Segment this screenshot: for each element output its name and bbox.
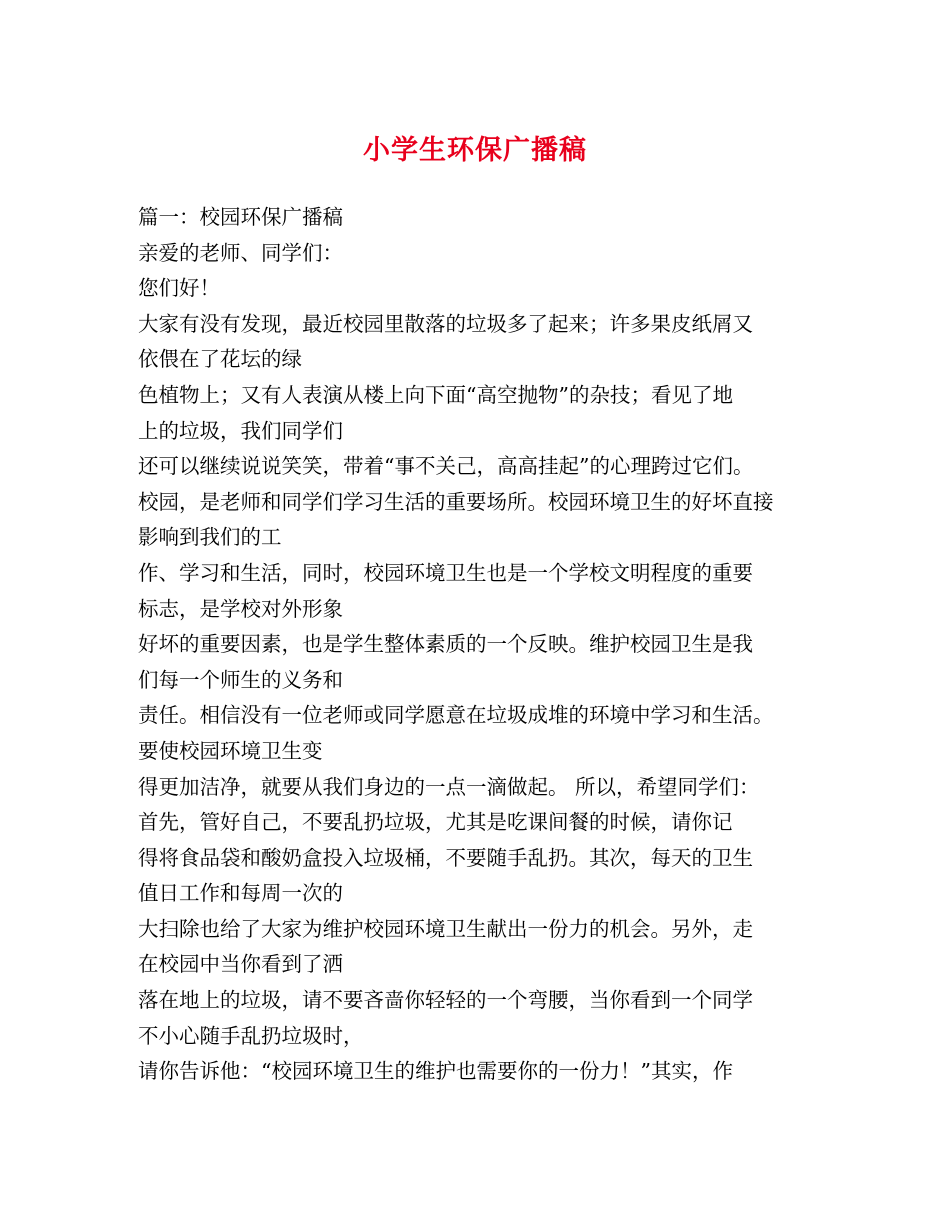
paragraph-line: 得更加洁净，就要从我们身边的一点一滴做起。 所以，希望同学们： — [138, 774, 760, 799]
paragraph-line: 作、学习和生活，同时，校园环境卫生也是一个学校文明程度的重要 — [138, 560, 753, 585]
paragraph-line: 值日工作和每周一次的 — [138, 881, 343, 906]
document-body — [138, 200, 828, 1090]
paragraph-line: 篇一：校园环保广播稿 — [138, 205, 343, 229]
paragraph-line: 得将食品袋和酸奶盒投入垃圾桶，不要随手乱扔。其次，每天的卫生 — [138, 845, 753, 870]
paragraph-line: 标志，是学校对外形象 — [138, 596, 343, 621]
paragraph-line: 色植物上；又有人表演从楼上向下面“高空抛物”的杂技；看见了地 — [138, 382, 733, 407]
paragraph-line: 依偎在了花坛的绿 — [138, 347, 302, 372]
paragraph-line: 要使校园环境卫生变 — [138, 738, 323, 763]
paragraph-line: 您们好！ — [138, 276, 220, 301]
paragraph-line: 责任。相信没有一位老师或同学愿意在垃圾成堆的环境中学习和生活。 — [138, 703, 774, 728]
paragraph-line: 影响到我们的工 — [138, 525, 282, 550]
paragraph-line: 上的垃圾，我们同学们 — [138, 418, 343, 443]
paragraph-line: 校园，是老师和同学们学习生活的重要场所。校园环境卫生的好坏直接 — [138, 489, 774, 514]
paragraph-line: 在校园中当你看到了洒 — [138, 952, 343, 977]
paragraph-line: 落在地上的垃圾，请不要吝啬你轻轻的一个弯腰，当你看到一个同学 — [138, 988, 753, 1013]
document-title: 小学生环保广播稿 — [363, 135, 587, 166]
paragraph-line: 还可以继续说说笑笑，带着“事不关己，高高挂起”的心理跨过它们。 — [138, 454, 754, 479]
paragraph-line: 首先，管好自己，不要乱扔垃圾，尤其是吃课间餐的时候，请你记 — [138, 810, 733, 835]
paragraph-line: 请你告诉他：“校园环境卫生的维护也需要你的一份力！”其实，作 — [138, 1059, 733, 1084]
paragraph-line: 不小心随手乱扔垃圾时， — [138, 1023, 364, 1048]
paragraph-line: 好坏的重要因素，也是学生整体素质的一个反映。维护校园卫生是我 — [138, 632, 753, 657]
paragraph-line: 大扫除也给了大家为维护校园环境卫生献出一份力的机会。另外，走 — [138, 916, 753, 941]
paragraph-line: 亲爱的老师、同学们： — [138, 240, 343, 265]
paragraph-line: 们每一个师生的义务和 — [138, 667, 343, 692]
paragraph-line: 大家有没有发现，最近校园里散落的垃圾多了起来；许多果皮纸屑又 — [138, 311, 753, 336]
